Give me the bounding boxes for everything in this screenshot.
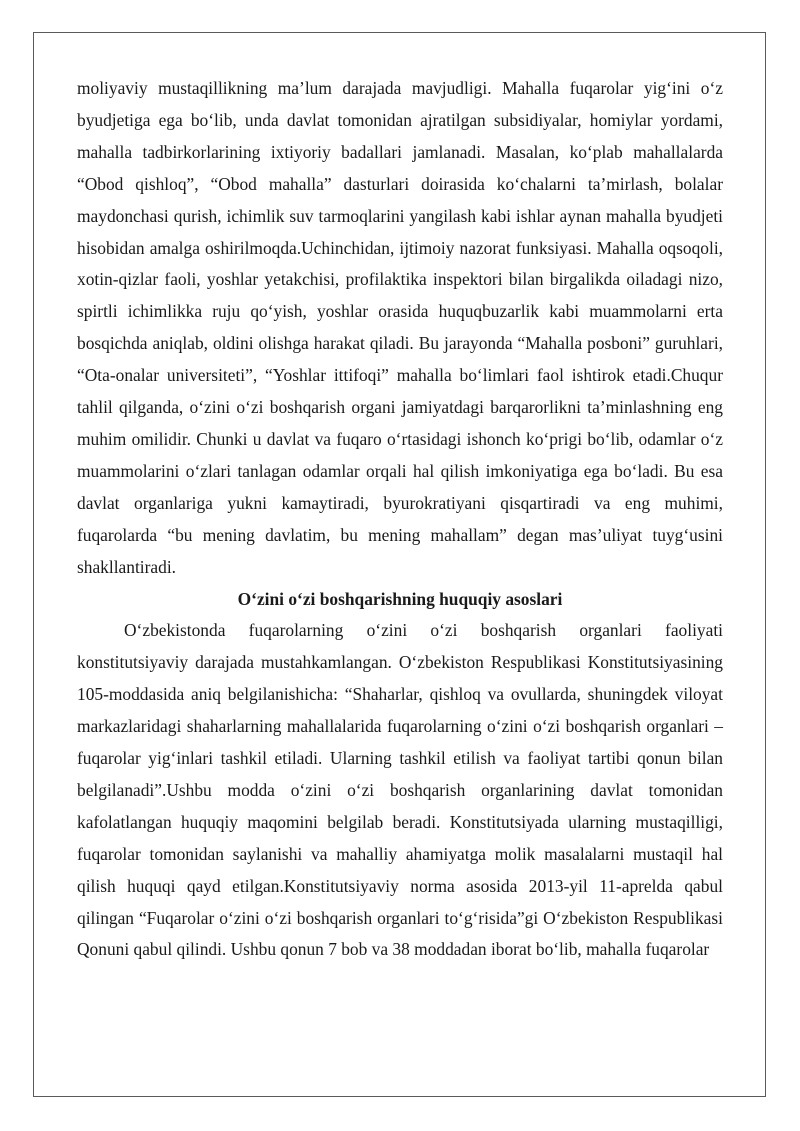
section-heading: O‘zini o‘zi boshqarishning huquqiy asoslari [237, 588, 563, 609]
document-body [77, 73, 723, 966]
body-paragraph-2: O‘zbekistonda fuqarolarning o‘zini o‘zi boshqarish organlari faoliyati konstitutsiyaviy darajada mustahkamlangan. O‘zbekiston Respublikasi Konstitutsiyasining 105-moddasida aniq belgilanishicha: “Shaharlar, qishloq va ovullarda, shuningdek viloyat markazlaridagi shaharlarning mahallalarida fuqarolarning o‘zini o‘zi boshqarish organlari – fuqarolar yig‘inlari tashkil etiladi. Ularning tashkil etilish va faoliyat tartibi qonun bilan belgilanadi”.Ushbu modda o‘zini o‘zi boshqarish organlarining davlat tomonidan kafolatlangan huquqiy maqomini belgilab beradi. Konstitutsiyada ularning mustaqilligi, fuqarolar tomonidan saylanishi va mahalliy ahamiyatga molik masalalarni mustaqil hal qilish huquqi qayd etilgan.Konstitutsiyaviy norma asosida 2013-yil 11-aprelda qabul qilingan “Fuqarolar o‘zini o‘zi boshqarish organlari to‘g‘risida”gi O‘zbekiston Respublikasi Qonuni qabul qilindi. Ushbu qonun 7 bob va 38 moddadan iborat bo‘lib, mahalla fuqarolar [77, 620, 723, 960]
body-paragraph-1: moliyaviy mustaqillikning ma’lum darajada mavjudligi. Mahalla fuqarolar yig‘ini o‘z byudjetiga ega bo‘lib, unda davlat tomonidan ajratilgan subsidiyalar, homiylar yordami, mahalla tadbirkorlarining ixtiyoriy badallari jamlanadi. Masalan, ko‘plab mahallalarda “Obod qishloq”, “Obod mahalla” dasturlari doirasida ko‘chalarni ta’mirlash, bolalar maydonchasi qurish, ichimlik suv tarmoqlarini yangilash kabi ishlar aynan mahalla byudjeti hisobidan amalga oshirilmoqda.Uchinchidan, ijtimoiy nazorat funksiyasi. Mahalla oqsoqoli, xotin-qizlar faoli, yoshlar yetakchisi, profilaktika inspektori bilan birgalikda oiladagi nizo, spirtli ichimlikka ruju qo‘yish, yoshlar orasida huquqbuzarlik kabi muammolarni erta bosqichda aniqlab, oldini olishga harakat qiladi. Bu jarayonda “Mahalla posboni” guruhlari, “Ota-onalar universiteti”, “Yoshlar ittifoqi” mahalla bo‘limlari faol ishtirok etadi.Chuqur tahlil qilganda, o‘zini o‘zi boshqarish organi jamiyatdagi barqarorlikni ta’minlashning eng muhim omilidir. Chunki u davlat va fuqaro o‘rtasidagi ishonch ko‘prigi bo‘lib, odamlar o‘z muammolarini o‘zlari tanlagan odamlar orqali hal qilish imkoniyatiga ega bo‘ladi. Bu esa davlat organlariga yukni kamaytiradi, byurokratiyani qisqartiradi va eng muhimi, fuqarolarda “bu mening davlatim, bu mening mahallam” degan mas’uliyat tuyg‘usini shakllantiradi. [77, 78, 723, 577]
